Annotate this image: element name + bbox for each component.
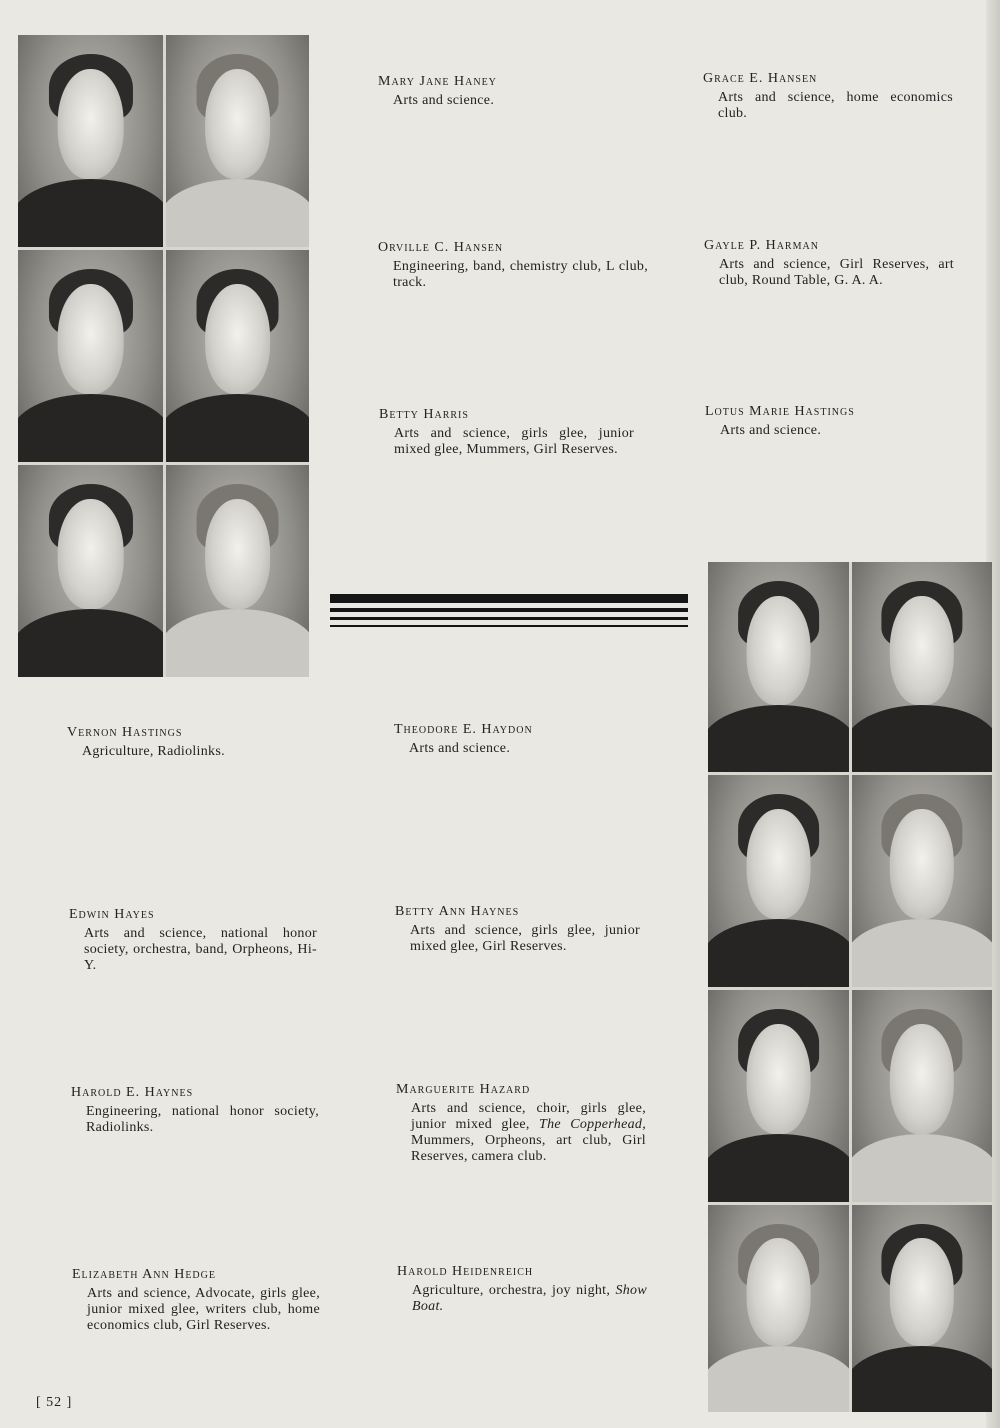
student-activities: Arts and science. (393, 93, 495, 108)
student-name: Mary Jane Haney (378, 74, 497, 89)
portrait-photo (18, 250, 163, 462)
entry-gayle-harman (704, 237, 954, 289)
entry-betty-ann-haynes (395, 903, 640, 955)
student-activities (411, 1101, 646, 1165)
student-activities: Arts and science, girls glee, junior mixed glee, Girl Reserves. (410, 923, 640, 954)
entry-mary-jane-haney (378, 73, 648, 109)
entry-vernon-hastings (67, 724, 327, 760)
entry-lotus-hastings (705, 403, 955, 439)
portrait-photo (166, 465, 309, 677)
student-name: Marguerite Hazard (396, 1082, 531, 1097)
decorative-rules (330, 594, 688, 632)
portrait-photo (708, 1205, 849, 1412)
entry-harold-haynes (71, 1084, 319, 1136)
student-activities: Engineering, band, chemistry club, L club, track. (393, 259, 648, 290)
show-title: Show Boat. (412, 1283, 647, 1314)
portrait-photo (18, 465, 163, 677)
student-name: Betty Harris (379, 407, 469, 422)
student-activities: Arts and science, girls glee, junior mixed glee, Mummers, Girl Reserves. (394, 426, 634, 457)
portrait-photo (708, 775, 849, 987)
portrait-photo (166, 35, 309, 247)
student-name: Elizabeth Ann Hedge (72, 1267, 216, 1282)
student-name: Vernon Hastings (67, 725, 183, 740)
activities-text: Arts and science, choir, girls glee, junior mixed glee, (411, 1101, 646, 1132)
student-activities: Engineering, national honor society, Radiolinks. (86, 1104, 319, 1135)
entry-betty-harris (379, 406, 634, 458)
entry-edwin-hayes (69, 906, 317, 974)
student-name: Grace E. Hansen (703, 71, 818, 86)
student-activities: Arts and science. (409, 741, 511, 756)
student-name: Harold Heidenreich (397, 1264, 534, 1279)
entry-harold-heidenreich (397, 1263, 647, 1315)
entry-marguerite-hazard (396, 1081, 646, 1165)
entry-theodore-haydon (394, 721, 649, 757)
student-name: Betty Ann Haynes (395, 904, 520, 919)
portrait-photo (708, 990, 849, 1202)
page-number: [ 52 ] (36, 1395, 73, 1410)
student-name: Lotus Marie Hastings (705, 404, 855, 419)
student-activities: Arts and science, national honor society, orchestra, band, Orpheons, Hi-Y. (84, 926, 317, 973)
portrait-grid-right (708, 562, 992, 1412)
student-name: Theodore E. Haydon (394, 722, 533, 737)
student-name: Edwin Hayes (69, 907, 155, 922)
portrait-photo (708, 562, 849, 772)
rule-line (330, 625, 688, 627)
entry-grace-hansen (703, 70, 953, 122)
student-name: Gayle P. Harman (704, 238, 819, 253)
entry-orville-hansen (378, 239, 648, 291)
student-activities: Arts and science, Advocate, girls glee, junior mixed glee, writers club, home economics club, Girl Reserves. (87, 1286, 320, 1333)
portrait-photo (852, 1205, 992, 1412)
student-activities: Arts and science, Girl Reserves, art club, Round Table, G. A. A. (719, 257, 954, 288)
portrait-photo (852, 562, 992, 772)
student-activities (412, 1283, 647, 1315)
portrait-photo (852, 775, 992, 987)
portrait-photo (18, 35, 163, 247)
student-activities: Arts and science, home economics club. (718, 90, 953, 121)
portrait-photo (166, 250, 309, 462)
rule-line (330, 617, 688, 620)
activities-text: Mummers, Orpheons, art club, Girl Reserves, camera club. (411, 1133, 646, 1164)
student-name: Orville C. Hansen (378, 240, 504, 255)
rule-line (330, 608, 688, 612)
portrait-grid-left (18, 35, 309, 677)
activities-text: Agriculture, orchestra, joy night, (412, 1283, 616, 1298)
entry-elizabeth-hedge (72, 1266, 320, 1334)
student-name: Harold E. Haynes (71, 1085, 194, 1100)
student-activities: Agriculture, Radiolinks. (82, 744, 225, 759)
publication-title: The Copperhead, (539, 1117, 646, 1132)
portrait-photo (852, 990, 992, 1202)
student-activities: Arts and science. (720, 423, 822, 438)
rule-line (330, 594, 688, 603)
